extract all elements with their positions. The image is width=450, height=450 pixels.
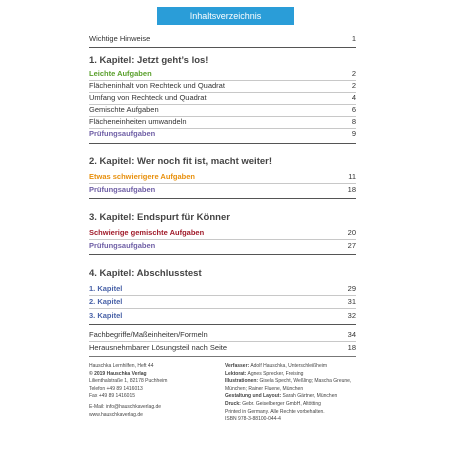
toc-entry-intro[interactable] <box>89 33 356 45</box>
toc-entry-label: Etwas schwierigere Aufgaben <box>89 172 196 181</box>
toc-entry-page: 20 <box>347 228 356 237</box>
chapter-title: 2. Kapitel: Wer noch fit ist, macht weiter! <box>89 156 272 167</box>
divider <box>89 356 356 357</box>
imprint-credits <box>225 363 356 424</box>
imprint-credit: Druck: Gebr. Geiselberger GmbH, Altötting <box>225 400 321 407</box>
toc-entry-label: Gemischte Aufgaben <box>89 105 159 114</box>
chapter-title: 1. Kapitel: Jetzt geht’s los! <box>89 55 209 66</box>
imprint-line: © 2019 Hauschka Verlag <box>89 370 147 377</box>
toc-entry-label: 2. Kapitel <box>89 297 123 306</box>
toc-entry-exam-tasks[interactable] <box>89 184 356 196</box>
divider <box>89 198 356 199</box>
toc-entry-label: Flächeninhalt von Rechteck und Quadrat <box>89 81 225 90</box>
imprint-line: Fax +49 89 1416015 <box>89 393 136 400</box>
imprint-website-link[interactable]: www.hauschkaverlag.de <box>89 411 143 418</box>
toc-entry-label: Flächeneinheiten umwandeln <box>89 117 187 126</box>
imprint-line: Hauschka Lernhilfen, Heft 44 <box>89 363 154 369</box>
toc-entry-test-chapter-1[interactable] <box>89 283 356 295</box>
toc-entry-label: Herausnehmbarer Lösungsteil nach Seite <box>89 343 227 352</box>
imprint-publisher <box>89 363 209 419</box>
imprint-credit: München; Rainer Fluene, München <box>225 385 304 392</box>
toc-entry-label: 3. Kapitel <box>89 311 123 320</box>
toc-entry-hard-tasks[interactable] <box>89 227 356 239</box>
toc-entry[interactable] <box>89 92 356 104</box>
toc-header-bar: Inhaltsverzeichnis <box>157 7 294 25</box>
toc-entry-page: 29 <box>347 284 356 293</box>
imprint-credit: Lektorat: Agnes Sprecker, Freising <box>225 370 304 377</box>
toc-entry-page: 2 <box>351 81 356 90</box>
toc-entry-page: 34 <box>347 330 356 339</box>
imprint-credit: Verfasser: Adolf Hauschka, Unterschleißheim <box>225 363 328 369</box>
toc-entry-solutions[interactable] <box>89 342 356 354</box>
imprint-credit: Gestaltung und Layout: Sarah Gärtner, München <box>225 393 338 400</box>
toc-entry-label: Prüfungsaufgaben <box>89 185 156 194</box>
toc-entry-page: 1 <box>351 34 356 43</box>
toc-entry-exam-tasks[interactable] <box>89 240 356 252</box>
toc-entry-page: 4 <box>351 93 356 102</box>
toc-entry-label: Wichtige Hinweise <box>89 34 151 43</box>
divider <box>89 324 356 325</box>
toc-entry-page: 18 <box>347 185 356 194</box>
toc-entry-label: Schwierige gemischte Aufgaben <box>89 228 205 237</box>
toc-entry-test-chapter-3[interactable] <box>89 310 356 322</box>
imprint-credit: Printed in Germany. Alle Rechte vorbehalten. <box>225 408 325 415</box>
toc-entry-page: 6 <box>351 105 356 114</box>
toc-entry-page: 27 <box>347 241 356 250</box>
toc-entry-easy-tasks[interactable] <box>89 68 356 80</box>
toc-entry-harder-tasks[interactable] <box>89 171 356 183</box>
toc-entry-page: 32 <box>347 311 356 320</box>
toc-entry-label: Fachbegriffe/Maßeinheiten/Formeln <box>89 330 208 339</box>
toc-entry-page: 2 <box>351 69 356 78</box>
imprint-isbn: ISBN 978-3-88100-044-4 <box>225 416 281 423</box>
toc-entry-label: Umfang von Rechteck und Quadrat <box>89 93 207 102</box>
toc-entry-label: Leichte Aufgaben <box>89 69 152 78</box>
toc-entry-label: Prüfungsaufgaben <box>89 241 156 250</box>
toc-entry-label: Prüfungsaufgaben <box>89 129 156 138</box>
chapter-title: 4. Kapitel: Abschlusstest <box>89 268 202 279</box>
imprint-line: Telefon +49 89 1416013 <box>89 385 143 392</box>
imprint-line: Lilienthalstraße 1, 82178 Puchheim <box>89 378 168 385</box>
imprint-credit: Illustrationen: Gisela Specht, Weßling; Mascha Greune, <box>225 378 352 385</box>
toc-entry[interactable] <box>89 116 356 128</box>
toc-entry-label: 1. Kapitel <box>89 284 123 293</box>
divider <box>89 254 356 255</box>
imprint-email-link[interactable]: E-Mail: info@hauschkaverlag.de <box>89 403 162 410</box>
toc-entry-glossary[interactable] <box>89 329 356 341</box>
divider <box>89 47 356 48</box>
toc-entry-page: 11 <box>348 172 356 181</box>
chapter-title: 3. Kapitel: Endspurt für Könner <box>89 212 230 223</box>
toc-entry[interactable] <box>89 104 356 116</box>
toc-entry-page: 31 <box>347 297 356 306</box>
toc-entry-exam-tasks[interactable] <box>89 128 356 140</box>
toc-entry-test-chapter-2[interactable] <box>89 296 356 308</box>
toc-entry-page: 9 <box>351 129 356 138</box>
toc-entry-page: 18 <box>347 343 356 352</box>
toc-entry-page: 8 <box>351 117 356 126</box>
toc-entry[interactable] <box>89 80 356 92</box>
divider <box>89 308 356 309</box>
divider <box>89 143 356 144</box>
